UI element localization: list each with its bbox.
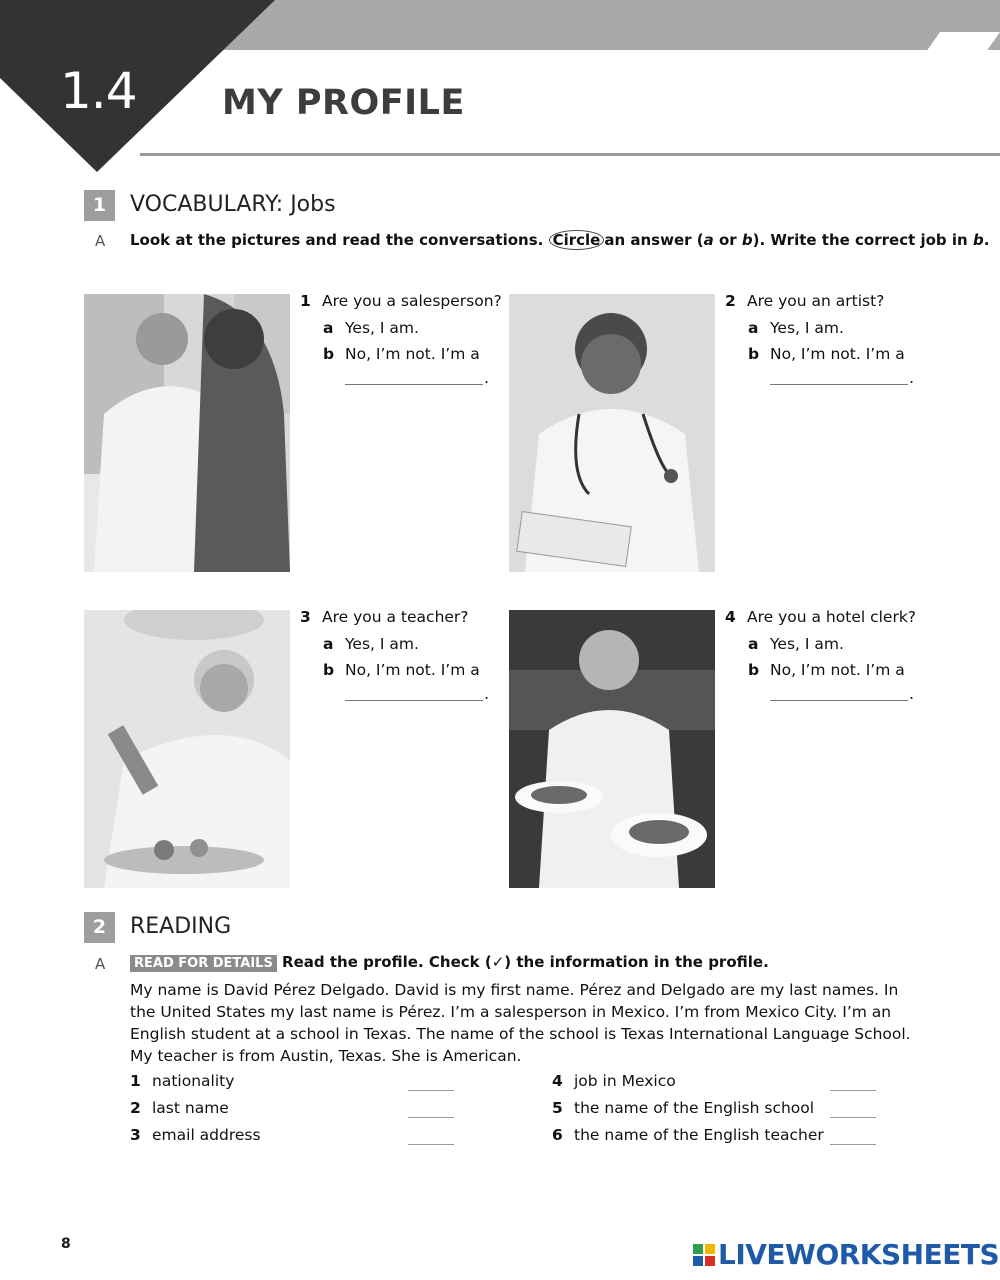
photo-doctor [509, 294, 715, 572]
question-3: 3 Are you a teacher? [300, 608, 469, 626]
exercise-instruction: Look at the pictures and read the conversations. Circle an answer (a or b). Write the correct job in b. [130, 231, 990, 249]
exercise-letter: A [95, 232, 106, 250]
check-box-1[interactable] [408, 1090, 454, 1091]
section-number-box: 2 [84, 912, 115, 943]
page-number: 8 [61, 1236, 71, 1252]
read-for-details-tag: READ FOR DETAILS [130, 955, 277, 972]
question-2: 2 Are you an artist? [725, 292, 885, 310]
page-title: MY PROFILE [222, 83, 465, 123]
answer-4a[interactable]: a Yes, I am. [748, 635, 844, 653]
unit-number: 1.4 [60, 62, 137, 120]
header-notch [927, 32, 1000, 50]
job-blank-3[interactable] [345, 700, 483, 701]
job-blank-4[interactable] [770, 700, 908, 701]
check-item-2: 2 last name [130, 1099, 229, 1117]
answer-1b[interactable]: b No, I’m not. I’m a [323, 345, 480, 363]
header-rule [140, 153, 1000, 156]
circle-word: Circle [549, 230, 605, 250]
answer-1a[interactable]: a Yes, I am. [323, 319, 419, 337]
answer-3b[interactable]: b No, I’m not. I’m a [323, 661, 480, 679]
photo-server [509, 610, 715, 888]
answer-2a[interactable]: a Yes, I am. [748, 319, 844, 337]
section-title: READING [130, 914, 232, 939]
job-blank-2[interactable] [770, 384, 908, 385]
profile-paragraph: My name is David Pérez Delgado. David is my first name. Pérez and Delgado are my last names. In the United States my last name is Pérez. I’m a salesperson in Mexico. I’m from Mexico City. I’m an English student at a school in Texas. The name of the school is Texas International Language School. My teacher is from Austin, Texas. She is American. [130, 981, 911, 1065]
question-1: 1 Are you a salesperson? [300, 292, 502, 310]
check-box-5[interactable] [830, 1117, 876, 1118]
check-item-1: 1 nationality [130, 1072, 235, 1090]
check-item-6: 6 the name of the English teacher [552, 1126, 824, 1144]
answer-4b[interactable]: b No, I’m not. I’m a [748, 661, 905, 679]
photo-pharmacist [84, 294, 290, 572]
answer-2b[interactable]: b No, I’m not. I’m a [748, 345, 905, 363]
check-item-5: 5 the name of the English school [552, 1099, 815, 1117]
check-box-4[interactable] [830, 1090, 876, 1091]
question-4: 4 Are you a hotel clerk? [725, 608, 917, 626]
period: . [484, 684, 490, 703]
liveworksheets-logo[interactable]: LIVEWORKSHEETS [693, 1238, 999, 1271]
exercise-letter: A [95, 955, 106, 973]
job-blank-1[interactable] [345, 384, 483, 385]
check-box-6[interactable] [830, 1144, 876, 1145]
period: . [909, 368, 915, 387]
section-title: VOCABULARY: Jobs [130, 192, 336, 217]
period: . [909, 684, 915, 703]
period: . [484, 368, 490, 387]
answer-3a[interactable]: a Yes, I am. [323, 635, 419, 653]
check-item-3: 3 email address [130, 1126, 261, 1144]
section-number-box: 1 [84, 190, 115, 221]
check-box-3[interactable] [408, 1144, 454, 1145]
photo-chef [84, 610, 290, 888]
check-box-2[interactable] [408, 1117, 454, 1118]
liveworksheets-icon [693, 1244, 715, 1266]
exercise-instruction: READ FOR DETAILS Read the profile. Check (✓) the information in the profile. [130, 953, 769, 971]
check-item-4: 4 job in Mexico [552, 1072, 676, 1090]
